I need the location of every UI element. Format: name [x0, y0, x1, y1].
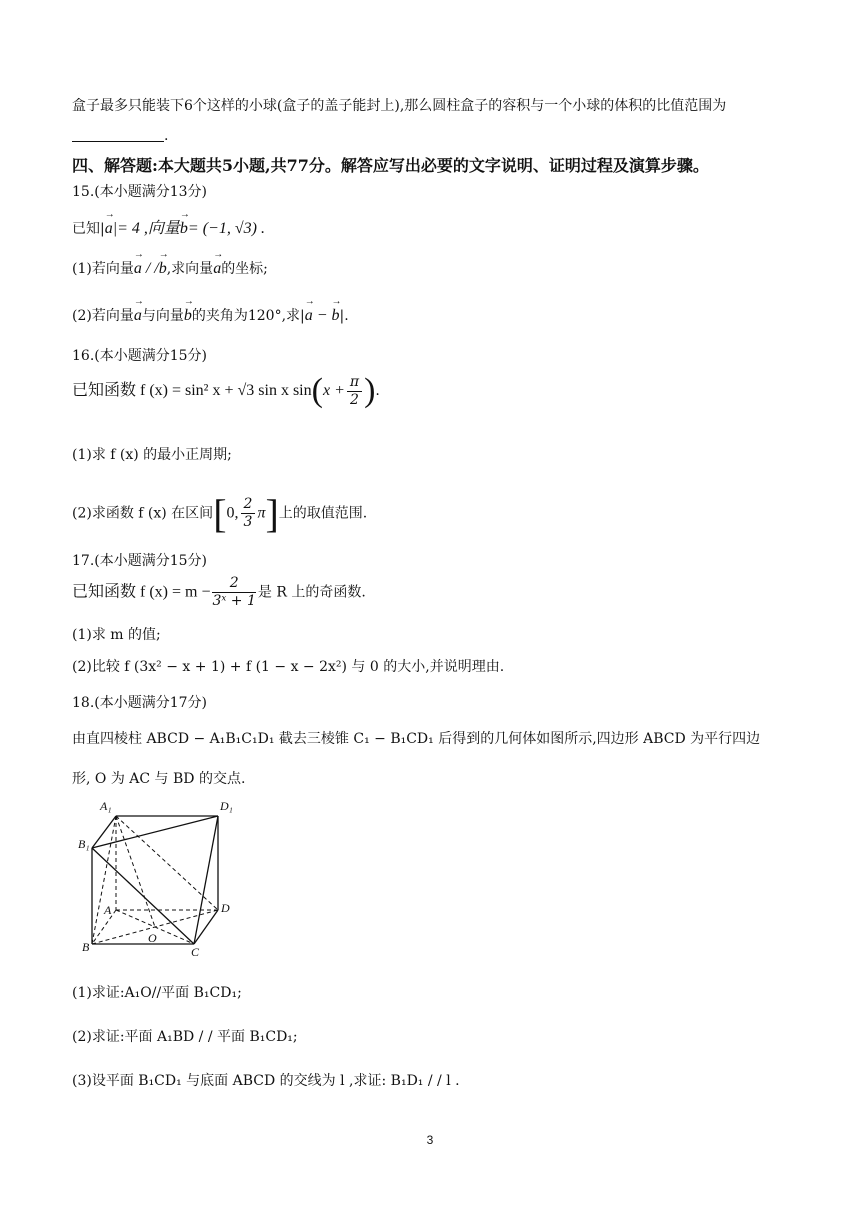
answer-blank-line [72, 127, 168, 144]
edge-b1-d1 [92, 816, 218, 848]
q16-part2 [72, 490, 367, 537]
q18-part2: (2)求证:平面 A₁BD / / 平面 B₁CD₁; [72, 1029, 298, 1045]
formula: 已知函数 f (x) = m − [72, 583, 211, 601]
text: ,求向量 [166, 261, 214, 277]
q15-part2 [72, 305, 349, 325]
left-bracket: [ [213, 491, 227, 536]
page-number: 3 [426, 1133, 434, 1147]
denominator: 3ˣ + 1 [212, 593, 256, 609]
q17-part2: (2)比较 f (3x² − x + 1) + f (1 − x − 2x²) 与 0 的大小,并说明理由. [72, 659, 505, 675]
text: |= 4 ,向量 [112, 220, 180, 237]
q18-intro-line1: 由直四棱柱 ABCD − A₁B₁C₁D₁ 截去三棱锥 C₁ − B₁CD₁ 后得到的几何体如图所示,四边形 ABCD 为平行四边 [72, 731, 761, 747]
vector-b: → b [184, 307, 192, 325]
q16-part1: (1)求 f (x) 的最小正周期; [72, 447, 232, 463]
answer-blank [72, 127, 164, 142]
q18-intro-line2: 形, O 为 AC 与 BD 的交点. [72, 771, 246, 787]
vector-b: → b [180, 220, 188, 238]
label-a1: A₁ [100, 799, 112, 813]
formula: x + [322, 382, 345, 399]
period: . [375, 383, 380, 399]
label-d: D [221, 901, 230, 915]
text: = (−1, √3) . [187, 220, 265, 237]
fraction [212, 575, 255, 610]
vector-a: → a [134, 260, 142, 278]
q17-intro [72, 575, 366, 610]
q17-part1: (1)求 m 的值; [72, 627, 161, 643]
label-a: A [104, 903, 112, 917]
text: 是 R 上的奇函数. [257, 584, 366, 601]
label-c: C [191, 945, 200, 958]
section-heading: 四、解答题:本大题共5小题,共77分。解答应写出必要的文字说明、证明过程及演算步骤。 [72, 156, 709, 175]
pi: π [257, 504, 266, 522]
right-paren: ) [364, 372, 376, 409]
text: 上的取值范围. [278, 505, 368, 522]
q17-header: 17.(本小题满分15分) [72, 553, 208, 569]
q15-part1 [72, 258, 268, 278]
q18-part3: (3)设平面 B₁CD₁ 与底面 ABCD 的交线为 l ,求证: B₁D₁ / / l . [72, 1073, 460, 1089]
problem-14-continuation: 盒子最多只能装下6个这样的小球(盒子的盖子能封上),那么圆柱盒子的容积与一个小球的体积的比值范围为 [72, 98, 727, 114]
numerator: 2 [212, 575, 255, 593]
q15-header: 15.(本小题满分13分) [72, 184, 208, 200]
label-d1: D₁ [220, 799, 233, 813]
text: 已知| [72, 221, 105, 237]
label-b1: B₁ [78, 837, 90, 851]
geometry-figure [78, 796, 238, 958]
q18-part1: (1)求证:A₁O//平面 B₁CD₁; [72, 985, 242, 1001]
period: . [164, 128, 169, 144]
vector-a: → a [305, 307, 313, 325]
text: |. [339, 308, 349, 324]
text: 与向量 [141, 308, 184, 324]
q16-header: 16.(本小题满分15分) [72, 348, 208, 364]
formula: 已知函数 f (x) = sin² x + √3 sin x sin [72, 382, 312, 399]
text: 的坐标; [221, 261, 268, 277]
text: (2)若向量 [72, 308, 134, 324]
numerator: 2 [241, 496, 256, 514]
text: − [312, 307, 332, 324]
formula: 0, [226, 504, 239, 522]
text: (1)若向量 [72, 261, 134, 277]
vector-a: → a [213, 260, 221, 278]
vector-b: → b [159, 260, 167, 278]
denominator: 2 [350, 391, 359, 408]
edge-d1-c [194, 816, 218, 944]
hidden-edge-a1-b [92, 816, 116, 944]
numerator: π [347, 374, 362, 392]
denominator: 3 [243, 514, 253, 530]
q15-intro [72, 215, 265, 238]
right-bracket: ] [265, 491, 279, 536]
label-o: O [148, 931, 157, 945]
text: 的夹角为120°,求| [191, 308, 305, 324]
vector-a: → a [134, 307, 142, 325]
edge-b1-c [92, 848, 194, 944]
q16-intro [72, 372, 380, 410]
text: / / [141, 260, 159, 277]
vector-b: → b [332, 307, 340, 325]
vector-a: → a [105, 220, 113, 238]
text: (2)求函数 f (x) 在区间 [72, 505, 214, 522]
label-b: B [82, 940, 90, 954]
q18-header: 18.(本小题满分17分) [72, 695, 208, 711]
left-paren: ( [311, 372, 323, 409]
fraction-two-thirds [241, 496, 256, 531]
hidden-edge-a1-o [116, 816, 155, 927]
fraction-pi-over-2 [347, 374, 362, 409]
